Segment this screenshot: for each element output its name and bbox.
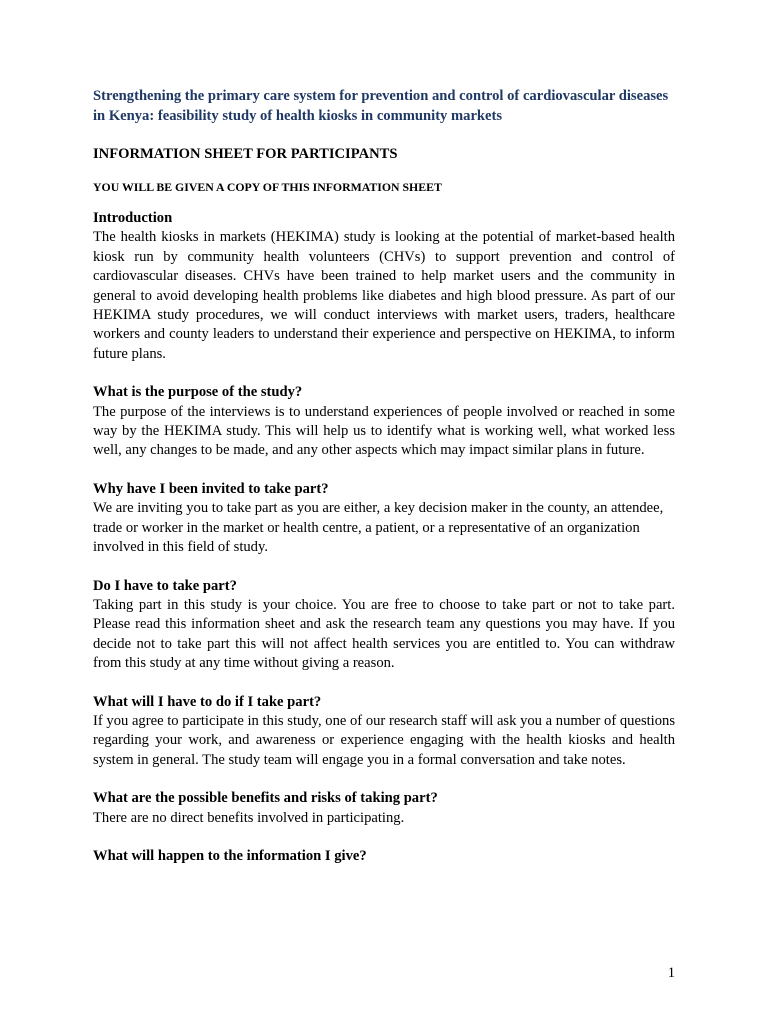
section-why-invited (93, 480, 675, 558)
document-title: Strengthening the primary care system for prevention and control of cardiovascular diseases in Kenya: feasibility study of health kiosks in community markets (93, 88, 669, 124)
section-do-i-have-to (93, 577, 675, 674)
section-heading: Introduction (93, 210, 173, 226)
section-benefits-risks (93, 789, 675, 828)
section-body: Taking part in this study is your choice. You are free to choose to take part or not to take part. Please read this information sheet and ask the research team any questions you may have. If you decide not to take part this will not affect health services you are entitled to. You can withdraw from this study at any time without giving a reason. (93, 596, 675, 672)
section-body: The health kiosks in markets (HEKIMA) study is looking at the potential of market-based health kiosk run by community health volunteers (CHVs) to support prevention and control of cardiovascular diseases. CHVs have been trained to help market users and the community in general to avoid developing health problems like diabetes and high blood pressure. As part of our HEKIMA study procedures, we will conduct interviews with market users, traders, healthcare workers and county leaders to understand their experience and perspective on HEKIMA, to inform future plans. (93, 229, 675, 362)
section-body: We are inviting you to take part as you are either, a key decision maker in the county, an attendee, trade or worker in the market or health centre, a patient, or a representative of an organization involved in this field of study. (93, 500, 664, 556)
section-information-use (93, 847, 675, 866)
section-heading: Do I have to take part? (93, 577, 237, 594)
copy-note: YOU WILL BE GIVEN A COPY OF THIS INFORMATION SHEET (93, 180, 442, 194)
section-heading: What will happen to the information I give? (93, 847, 367, 864)
section-body: The purpose of the interviews is to understand experiences of people involved or reached in some way by the HEKIMA study. This will help us to identify what is working well, what worked less well, any changes to be made, and any other aspects which may impact similar plans in future. (93, 403, 675, 459)
section-body: There are no direct benefits involved in participating. (93, 809, 405, 826)
sheet-heading: INFORMATION SHEET FOR PARTICIPANTS (93, 146, 398, 162)
section-heading: Why have I been invited to take part? (93, 480, 329, 497)
section-introduction (93, 209, 675, 364)
section-heading: What will I have to do if I take part? (93, 693, 322, 710)
page-number: 1 (667, 965, 675, 981)
section-body: If you agree to participate in this study, one of our research staff will ask you a number of questions regarding your work, and awareness or experience engaging with the health kiosks and health system in general. The study team will engage you in a formal conversation and take notes. (93, 712, 675, 768)
section-heading: What is the purpose of the study? (93, 384, 303, 401)
section-purpose (93, 383, 675, 461)
section-what-to-do (93, 693, 675, 771)
section-heading: What are the possible benefits and risks of taking part? (93, 790, 438, 807)
document-page (93, 86, 675, 866)
